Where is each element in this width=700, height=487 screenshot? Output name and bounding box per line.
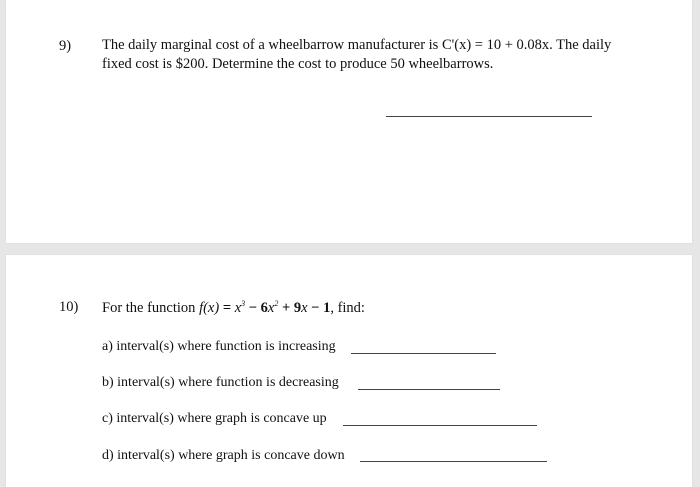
minus-1: − [245,300,261,316]
question-9-line-1: The daily marginal cost of a wheelbarrow manufacturer is C'(x) = 10 + 0.08x. The daily [102,37,612,53]
part-b-answer-line[interactable] [358,389,500,390]
part-d-label: d) interval(s) where graph is concave down [102,448,345,463]
func-f: f [199,300,204,316]
part-d-answer-line[interactable] [360,461,547,462]
minus-2: − [307,300,324,316]
question-9-line-2: fixed cost is $200. Determine the cost to produce 50 wheelbarrows. [102,56,494,72]
function-expression [199,300,330,316]
term4: 1 [323,300,331,316]
part-c-label: c) interval(s) where graph is concave up [102,411,327,426]
term1-base: x [234,300,242,316]
question-10-intro [102,299,365,318]
question-10-panel [6,255,692,487]
question-10-number: 10) [59,299,79,315]
question-10-intro-prefix: For the function [102,300,200,316]
plus: + [278,300,294,316]
question-9-text [102,36,611,74]
func-arg: (x) [203,300,220,316]
part-a-label: a) interval(s) where function is increasing [102,339,336,354]
term2-coef: 6 [260,300,268,316]
question-9-panel [6,0,692,243]
question-10-intro-suffix: , find: [330,300,365,316]
func-eq: = [219,300,235,316]
term3-coef: 9 [293,300,302,316]
question-9-number: 9) [59,38,72,54]
term2-base: x [267,300,275,316]
term3-base: x [301,300,308,316]
part-b-label: b) interval(s) where function is decreasing [102,375,339,390]
part-a-answer-line[interactable] [351,353,496,354]
part-c-answer-line[interactable] [343,425,537,426]
term1-exp: 3 [241,299,246,308]
question-9-answer-line[interactable] [386,116,592,117]
term2-exp: 2 [274,299,279,308]
